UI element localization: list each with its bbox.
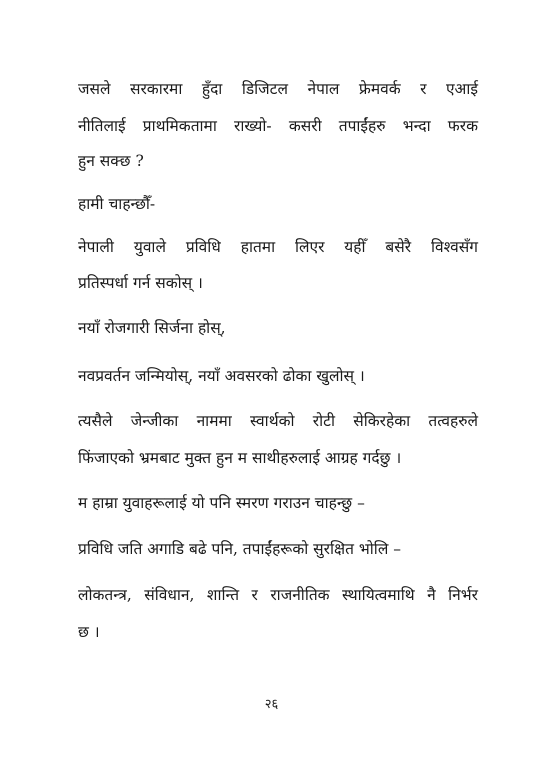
page-number: २६ [264,697,279,712]
paragraph-6-line-1: त्यसैले जेन्जीका नाममा स्वार्थको रोटी सेकिरहेका तत्वहरुले [78,412,478,430]
paragraph-3-line-2: प्रतिस्पर्धा गर्न सकोस् । [78,274,203,292]
paragraph-1-line-3: हुन सक्छ ? [78,152,144,170]
paragraph-4-line-1: नयाँ रोजगारी सिर्जना होस्, [78,319,226,337]
paragraph-6-line-2: फिंजाएको भ्रमबाट मुक्त हुन म साथीहरुलाई आग्रह गर्दछु । [78,449,402,467]
paragraph-5-line-1: नवप्रवर्तन जन्मियोस्, नयाँ अवसरको ढोका खुलोस् । [78,367,365,385]
paragraph-1-line-1: जसले सरकारमा हुँदा डिजिटल नेपाल फ्रेमवर्क र एआई [78,80,478,98]
paragraph-9-line-2: छ । [78,623,100,641]
paragraph-8-line-1: प्रविधि जति अगाडि बढे पनि, तपाईंहरूको सुरक्षित भोलि – [78,540,402,558]
paragraph-9-line-1: लोकतन्त्र, संविधान, शान्ति र राजनीतिक स्थायित्वमाथि नै निर्भर [78,586,478,604]
paragraph-7-line-1: म हाम्रा युवाहरूलाई यो पनि स्मरण गराउन चाहन्छु – [78,494,365,512]
paragraph-1-line-2: नीतिलाई प्राथमिकतामा राख्यो- कसरी तपाईंहरु भन्दा फरक [78,117,478,135]
paragraph-3-line-1: नेपाली युवाले प्रविधि हातमा लिएर यहीँ बसेरै विश्वसँग [78,238,478,256]
paragraph-2-line-1: हामी चाहन्छौँ- [78,195,156,213]
